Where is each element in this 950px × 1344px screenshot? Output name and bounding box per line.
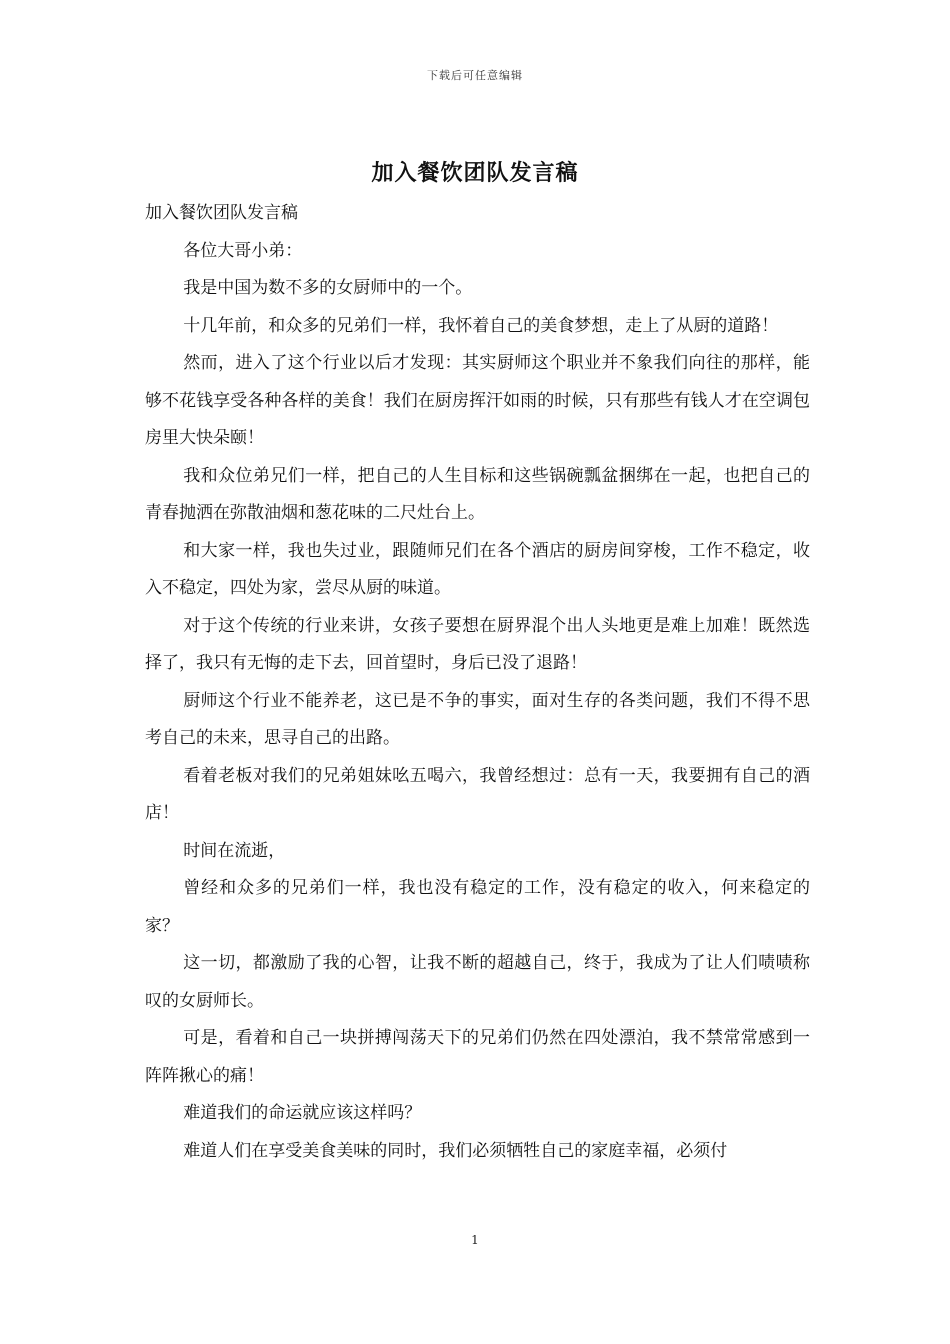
paragraph: 各位大哥小弟：: [183, 240, 303, 261]
paragraph: 这一切，都激励了我的心智，让我不断的超越自己，终于，我成为了让人们啧啧称叹的女厨师长。: [145, 953, 810, 1011]
paragraph: 对于这个传统的行业来讲，女孩子要想在厨界混个出人头地更是难上加难！既然选择了，我只有无悔的走下去，回首望时，身后已没了退路！: [145, 615, 810, 673]
paragraph: 然而，进入了这个行业以后才发现：其实厨师这个职业并不象我们向往的那样，能够不花钱享受各种各样的美食！我们在厨房挥汗如雨的时候，只有那些有钱人才在空调包房里大快朵颐！: [145, 353, 810, 448]
paragraph: 可是，看着和自己一块拼搏闯荡天下的兄弟们仍然在四处漂泊，我不禁常常感到一阵阵揪心的痛！: [145, 1028, 810, 1086]
page-header: 下载后可任意编辑: [427, 69, 523, 82]
paragraph: 加入餐饮团队发言稿: [145, 203, 298, 223]
paragraph: 十几年前，和众多的兄弟们一样，我怀着自己的美食梦想，走上了从厨的道路！: [183, 315, 779, 336]
paragraph: 厨师这个行业不能养老，这已是不争的事实，面对生存的各类问题，我们不得不思考自己的未来，思寻自己的出路。: [145, 690, 810, 748]
document-body: [145, 195, 810, 1170]
paragraph: 和大家一样，我也失过业，跟随师兄们在各个酒店的厨房间穿梭，工作不稳定，收入不稳定，四处为家，尝尽从厨的味道。: [145, 540, 810, 598]
document-title: 加入餐饮团队发言稿: [371, 160, 579, 186]
paragraph: 我是中国为数不多的女厨师中的一个。: [183, 278, 473, 298]
paragraph: 看着老板对我们的兄弟姐妹吆五喝六，我曾经想过：总有一天，我要拥有自己的酒店！: [145, 765, 810, 823]
paragraph: 我和众位弟兄们一样，把自己的人生目标和这些锅碗瓢盆捆绑在一起，也把自己的青春抛洒在弥散油烟和葱花味的二尺灶台上。: [145, 465, 810, 523]
paragraph: 难道我们的命运就应该这样吗？: [183, 1103, 422, 1123]
paragraph: 难道人们在享受美食美味的同时，我们必须牺牲自己的家庭幸福，必须付: [183, 1140, 728, 1161]
page-number: 1: [471, 1233, 479, 1247]
paragraph: 曾经和众多的兄弟们一样，我也没有稳定的工作，没有稳定的收入，何来稳定的家？: [145, 878, 810, 936]
paragraph: 时间在流逝，: [183, 840, 286, 861]
